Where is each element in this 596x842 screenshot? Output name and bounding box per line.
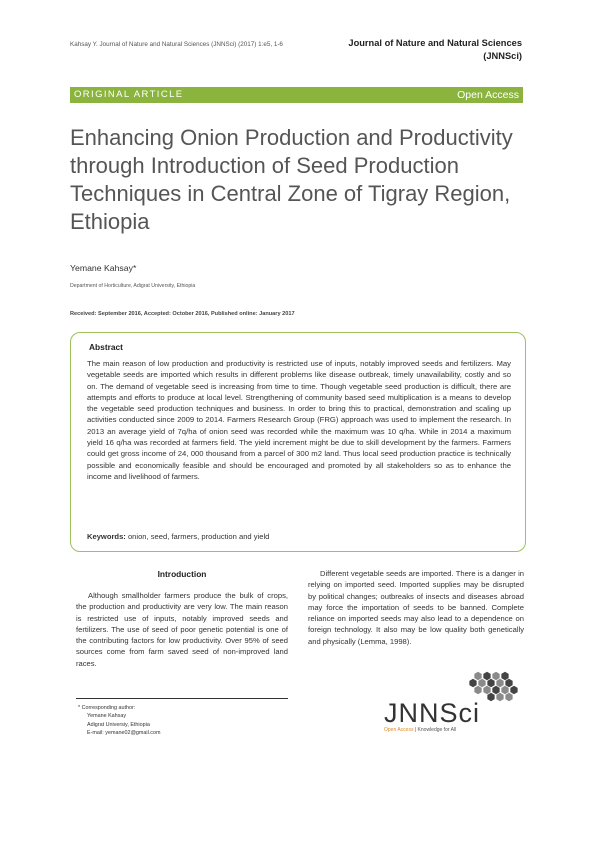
introduction-paragraph-left: Although smallholder farmers produce the bulk of crops, the production and productivity are very low. The main reason is restricted use of inputs, notably improved seeds and fertilizers. The use of seed of poor genetic potential is one of the contributing factors for low productivity. Over 95% of seed sources come from farm saved seed of non-improved land races. — [76, 591, 288, 668]
logo-hexagon — [492, 672, 499, 680]
logo-hexagon — [478, 679, 485, 687]
footnote-label: * Corresponding author: — [78, 705, 136, 711]
logo-hexagon — [487, 679, 494, 687]
logo-hexagon — [496, 693, 503, 701]
logo-hexagon — [469, 679, 476, 687]
article-type-banner — [70, 87, 523, 103]
logo-wordmark-sci: Sci — [439, 698, 481, 728]
running-header-citation: Kahsay Y. Journal of Nature and Natural Sciences (JNNSci) (2017) 1:e5, 1-6 — [70, 41, 283, 48]
logo-hexagon — [474, 686, 481, 694]
author-affiliation: Department of Horticulture, Adigrat University, Ethiopia — [70, 283, 196, 289]
author-name: Yemane Kahsay* — [70, 263, 137, 273]
journal-logo — [376, 670, 524, 742]
logo-hexagon — [505, 693, 512, 701]
article-title: Enhancing Onion Production and Productivity through Introduction of Seed Production Techniques in Central Zone of Tigray Region, Ethiopia — [70, 125, 513, 234]
footnote-email: E-mail: yemane02@gmail.com — [87, 730, 161, 737]
footnote-name: Yemane Kahsay — [87, 713, 127, 720]
logo-hexagon — [483, 672, 490, 680]
logo-hexagon — [505, 679, 512, 687]
introduction-heading: Introduction — [157, 569, 207, 579]
keywords — [87, 532, 269, 541]
footnote-divider — [76, 698, 288, 699]
article-type-label: ORIGINAL ARTICLE — [74, 89, 184, 100]
logo-hexagon — [496, 679, 503, 687]
logo-hexagon — [510, 686, 517, 694]
abstract-text: The main reason of low production and productivity is restricted use of inputs, notably improved seeds and fertilizers. May vegetable seeds are imported which results in different problems like disease outbreak, timely unavailability, costly and so on. The demand of vegetable seed is increasing from time to time. Though vegetable seed production is difficult, there are attempts and efforts to produce at local level. Strengthening of community based seed multiplication is a means to develop the vegetable seed production techniques and business. In order to bring this to practical, demonstration and scaling up activities conducted since 2009 to 2014. Farmers Research Group (FRG) approach was used to implement the research. In 2013 an average yield of 7q/ha of onion seed was recorded while the maximum was 10 q/ha. While in 2014 a maximum yield 16 q/ha was recorded at farmers field. The yield increment might be due to skill development by the farmers. Farmers could get gross income of 24, 000 thousand from a parcel of 300 m2 land. Thus local seed production practice is technically possible and economically feasible and should be encouraged and promoted by all stakeholders so as to enhance the income and livelihood of farmers. — [87, 359, 511, 481]
footnote-institution: Adigrat Universiy, Ethiopia — [87, 721, 150, 728]
logo-hexagon — [501, 672, 508, 680]
keywords-label: Keywords: — [87, 532, 126, 541]
keywords-list: onion, seed, farmers, production and yield — [127, 532, 270, 541]
corresponding-author-footnote — [78, 704, 160, 738]
logo-tagline-open-access: Open Access — [384, 727, 414, 733]
logo-tagline — [384, 727, 456, 733]
logo-wordmark-main: JNN — [384, 698, 440, 728]
logo-wordmark — [384, 698, 480, 728]
journal-name-line1: Journal of Nature and Natural Sciences — [348, 38, 522, 48]
abstract-box — [70, 332, 526, 552]
journal-name-line2: (JNNSci) — [483, 51, 522, 61]
journal-name — [348, 37, 522, 63]
logo-hexagon — [474, 672, 481, 680]
logo-hexagon — [501, 686, 508, 694]
logo-tagline-rest: | Knowledge for All — [413, 727, 457, 733]
open-access-label: Open Access — [457, 88, 519, 101]
logo-hexagon — [483, 686, 490, 694]
abstract-heading: Abstract — [89, 342, 123, 352]
introduction-paragraph-right: Different vegetable seeds are imported. There is a danger in relying on imported seed. Imported supplies may be disrupted by political changes; outbreaks of insects and diseases abroad may force the importation of seeds to be banned. Complete reliance on imported seeds may also lead to a dependence on foreign technology. It also may be low quality both genetically and physically (Lemma, 1998). — [308, 569, 524, 646]
logo-hexagon — [487, 693, 494, 701]
publication-dates: Received: September 2016, Accepted: October 2016, Published online: January 2017 — [70, 311, 295, 317]
logo-hexagon — [492, 686, 499, 694]
